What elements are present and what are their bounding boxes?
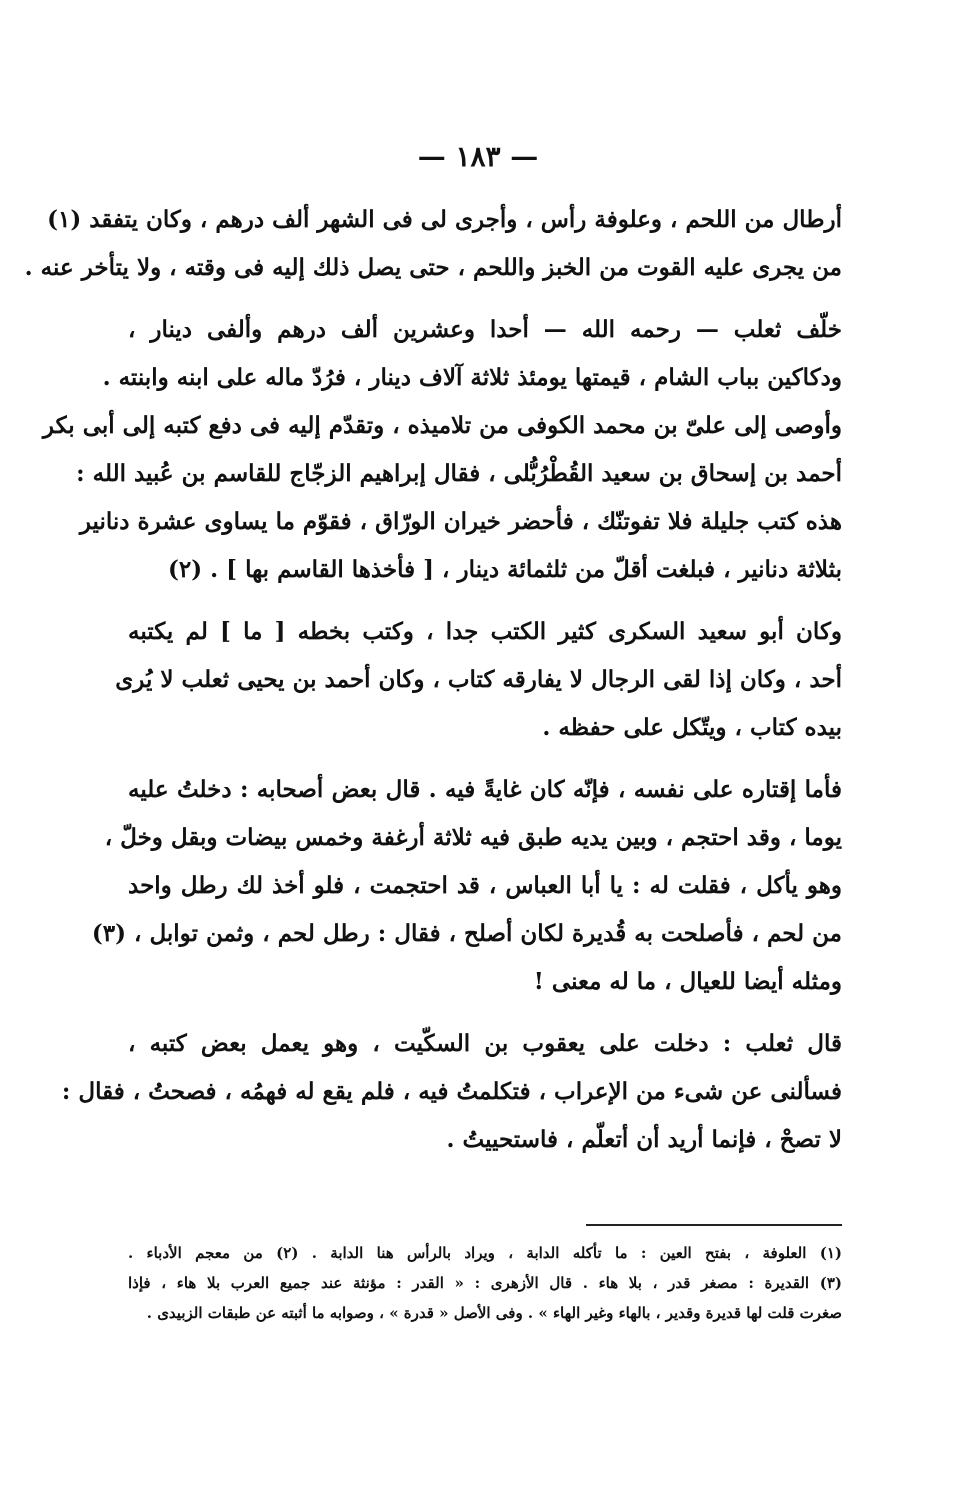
footnotes [128,1238,842,1328]
footnote-line: (٣) القديرة : مصغر قدر ، بلا هاء . قال الأزهرى : « القدر : مؤنثة عند جميع العرب بلا هاء ، فإذا [128,1274,842,1292]
text-line: من لحم ، فأصلحت به قُديرة لكان أصلح ، فقال : رطل لحم ، وثمن توابل ، (٣) [91,920,842,947]
text-line: قال ثعلب : دخلت على يعقوب بن السكّيت ، وهو يعمل بعض كتبه ، [128,1030,842,1057]
page-number: — ١٨٣ — [417,140,539,173]
paragraph-1 [24,196,842,292]
footnote-separator [586,1224,842,1226]
footnote-line: (١) العلوفة ، بفتح العين : ما تأكله الدابة ، ويراد بالرأس هنا الدابة . (٢) من معجم الأدباء . [128,1244,842,1262]
paragraph-4 [91,766,842,1006]
text-line: وأوصى إلى علىّ بن محمد الكوفى من تلاميذه ، وتقدّم إليه فى دفع كتبه إلى أبى بكر [42,412,842,439]
paragraph-2 [42,306,842,594]
text-line: خلّف ثعلب — رحمه الله — أحدا وعشرين ألف درهم وألفى دينار ، [128,316,842,343]
paragraph-5 [61,1020,842,1164]
text-line: لا تصحْ ، فإنما أريد أن أتعلّم ، فاستحييتُ . [446,1126,842,1153]
text-line: ومثله أيضا للعيال ، ما له معنى ! [533,968,842,995]
paragraph-3 [115,608,842,752]
text-line: أحد ، وكان إذا لقى الرجال لا يفارقه كتاب ، وكان أحمد بن يحيى ثعلب لا يُرى [115,666,842,693]
text-line: هذه كتب جليلة فلا تفوتنّك ، فأحضر خيران الورّاق ، فقوّم ما يساوى عشرة دنانير [79,508,842,535]
text-line: فسألنى عن شىء من الإعراب ، فتكلمتُ فيه ، فلم يقع له فهمُه ، فصحتُ ، فقال : [61,1078,842,1105]
text-line: بثلاثة دنانير ، فبلغت أقلّ من ثلثمائة دينار ، [ فأخذها القاسم بها ] . (٢) [168,556,842,583]
footnote-line: صغرت قلت لها قديرة وقدير ، بالهاء وغير الهاء » . وفى الأصل « قدرة » ، وصوابه ما أثبته عن طبقات الزبيدى . [146,1304,842,1322]
text-line: ودكاكين بباب الشام ، قيمتها يومئذ ثلاثة آلاف دينار ، فرُدّ ماله على ابنه وابنته . [102,364,842,391]
text-line: وهو يأكل ، فقلت له : يا أبا العباس ، قد احتجمت ، فلو أخذ لك رطل واحد [128,872,842,899]
text-line: من يجرى عليه القوت من الخبز واللحم ، حتى يصل ذلك إليه فى وقته ، ولا يتأخر عنه . [24,254,842,281]
text-line: وكان أبو سعيد السكرى كثير الكتب جدا ، وكتب بخطه [ ما ] لم يكتبه [128,618,842,645]
text-line: أحمد بن إسحاق بن سعيد القُطْرُبُّلى ، فقال إبراهيم الزجّاج للقاسم بن عُبيد الله : [76,460,842,487]
main-text [24,196,842,1178]
text-line: يوما ، وقد احتجم ، وبين يديه طبق فيه ثلاثة أرغفة وخمس بيضات وبقل وخلّ ، [104,824,842,851]
text-line: أرطال من اللحم ، وعلوفة رأس ، وأجرى لى فى الشهر ألف درهم ، وكان يتفقد (١) [47,206,842,233]
text-line: بيده كتاب ، ويتّكل على حفظه . [542,714,842,741]
text-line: فأما إقتاره على نفسه ، فإنّه كان غايةً فيه . قال بعض أصحابه : دخلتُ عليه [128,776,842,803]
